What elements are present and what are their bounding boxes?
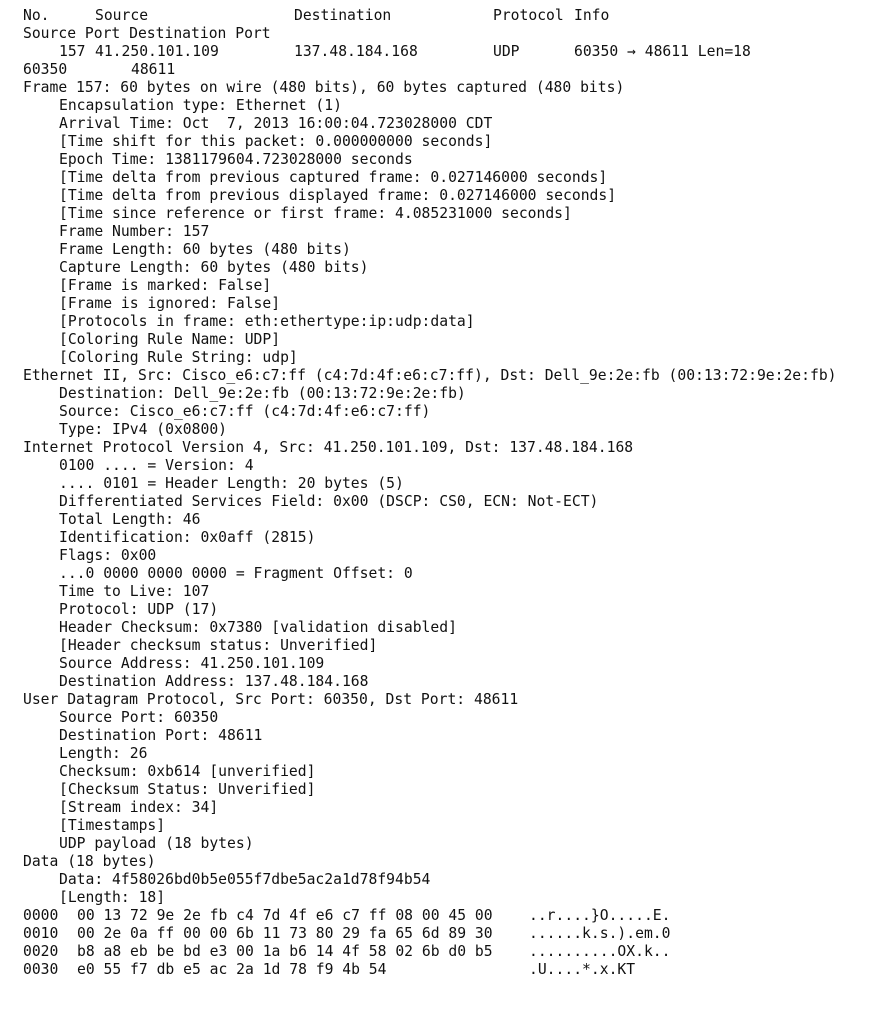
hex-offset: 0000	[23, 907, 59, 924]
tree-field[interactable]: [Timestamps]	[59, 817, 166, 834]
col-subheader: Source Port Destination Port	[23, 25, 271, 42]
tree-field[interactable]: Arrival Time: Oct 7, 2013 16:00:04.723028000 CDT	[59, 115, 493, 132]
tree-field[interactable]: Header Checksum: 0x7380 [validation disabled]	[59, 619, 457, 636]
tree-field[interactable]: Source: Cisco_e6:c7:ff (c4:7d:4f:e6:c7:ff)	[59, 403, 431, 420]
tree-field[interactable]: [Coloring Rule Name: UDP]	[59, 331, 281, 348]
hex-offset: 0020	[23, 943, 59, 960]
hex-bytes[interactable]: 00 13 72 9e 2e fb c4 7d 4f e6 c7 ff 08 00 45 00	[77, 907, 493, 924]
row-src-port: 60350	[23, 61, 68, 78]
tree-field[interactable]: Length: 26	[59, 745, 148, 762]
row-destination[interactable]: 137.48.184.168	[294, 43, 418, 60]
row-source[interactable]: 41.250.101.109	[95, 43, 219, 60]
tree-field[interactable]: [Protocols in frame: eth:ethertype:ip:udp:data]	[59, 313, 475, 330]
tree-field[interactable]: [Stream index: 34]	[59, 799, 219, 816]
tree-frame[interactable]: Frame 157: 60 bytes on wire (480 bits), 60 bytes captured (480 bits)	[23, 79, 625, 96]
tree-data[interactable]: Data (18 bytes)	[23, 853, 156, 870]
tree-field[interactable]: Capture Length: 60 bytes (480 bits)	[59, 259, 369, 276]
hex-ascii[interactable]: .U....*.x.KT	[529, 961, 636, 978]
tree-field[interactable]: ...0 0000 0000 0000 = Fragment Offset: 0	[59, 565, 413, 582]
tree-field[interactable]: Epoch Time: 1381179604.723028000 seconds	[59, 151, 413, 168]
tree-field[interactable]: Type: IPv4 (0x0800)	[59, 421, 228, 438]
tree-field[interactable]: UDP payload (18 bytes)	[59, 835, 254, 852]
col-header-no: No.	[23, 7, 50, 24]
tree-field[interactable]: Frame Number: 157	[59, 223, 210, 240]
tree-field[interactable]: [Time shift for this packet: 0.000000000 seconds]	[59, 133, 493, 150]
tree-field[interactable]: Flags: 0x00	[59, 547, 157, 564]
tree-field[interactable]: [Checksum Status: Unverified]	[59, 781, 316, 798]
tree-field[interactable]: Identification: 0x0aff (2815)	[59, 529, 316, 546]
tree-field[interactable]: [Time delta from previous displayed frame: 0.027146000 seconds]	[59, 187, 617, 204]
tree-field[interactable]: 0100 .... = Version: 4	[59, 457, 254, 474]
tree-field[interactable]: Destination: Dell_9e:2e:fb (00:13:72:9e:2e:fb)	[59, 385, 466, 402]
tree-field[interactable]: .... 0101 = Header Length: 20 bytes (5)	[59, 475, 404, 492]
tree-field[interactable]: [Header checksum status: Unverified]	[59, 637, 378, 654]
hex-bytes[interactable]: b8 a8 eb be bd e3 00 1a b6 14 4f 58 02 6b d0 b5	[77, 943, 493, 960]
tree-field[interactable]: [Frame is ignored: False]	[59, 295, 281, 312]
tree-field[interactable]: Checksum: 0xb614 [unverified]	[59, 763, 316, 780]
hex-bytes[interactable]: e0 55 f7 db e5 ac 2a 1d 78 f9 4b 54	[77, 961, 387, 978]
tree-field[interactable]: Protocol: UDP (17)	[59, 601, 219, 618]
tree-field[interactable]: [Time since reference or first frame: 4.085231000 seconds]	[59, 205, 572, 222]
hex-offset: 0010	[23, 925, 59, 942]
hex-bytes[interactable]: 00 2e 0a ff 00 00 6b 11 73 80 29 fa 65 6d 89 30	[77, 925, 493, 942]
tree-field[interactable]: Encapsulation type: Ethernet (1)	[59, 97, 342, 114]
hex-ascii[interactable]: ..r....}O.....E.	[529, 907, 671, 924]
tree-field[interactable]: Frame Length: 60 bytes (480 bits)	[59, 241, 351, 258]
tree-field[interactable]: [Coloring Rule String: udp]	[59, 349, 298, 366]
tree-field[interactable]: [Time delta from previous captured frame: 0.027146000 seconds]	[59, 169, 608, 186]
col-header-destination: Destination	[294, 7, 392, 24]
tree-field[interactable]: [Frame is marked: False]	[59, 277, 272, 294]
tree-field[interactable]: Source Address: 41.250.101.109	[59, 655, 325, 672]
tree-field[interactable]: Total Length: 46	[59, 511, 201, 528]
tree-field[interactable]: Destination Port: 48611	[59, 727, 263, 744]
tree-ethernet[interactable]: Ethernet II, Src: Cisco_e6:c7:ff (c4:7d:4f:e6:c7:ff), Dst: Dell_9e:2e:fb (00:13:72:9e:2e:fb)	[23, 367, 837, 384]
row-protocol[interactable]: UDP	[493, 43, 520, 60]
col-header-source: Source	[95, 7, 149, 24]
hex-ascii[interactable]: ......k.s.).em.0	[529, 925, 671, 942]
tree-field[interactable]: Time to Live: 107	[59, 583, 210, 600]
tree-field[interactable]: Differentiated Services Field: 0x00 (DSCP: CS0, ECN: Not-ECT)	[59, 493, 599, 510]
col-header-info: Info	[574, 7, 610, 24]
col-header-protocol: Protocol	[493, 7, 564, 24]
tree-field[interactable]: Destination Address: 137.48.184.168	[59, 673, 369, 690]
hex-ascii[interactable]: ..........OX.k..	[529, 943, 671, 960]
hex-offset: 0030	[23, 961, 59, 978]
row-info[interactable]: 60350 → 48611 Len=18	[574, 43, 751, 60]
tree-field[interactable]: Source Port: 60350	[59, 709, 219, 726]
row-no[interactable]: 157	[59, 43, 86, 60]
tree-ipv4[interactable]: Internet Protocol Version 4, Src: 41.250.101.109, Dst: 137.48.184.168	[23, 439, 634, 456]
tree-udp[interactable]: User Datagram Protocol, Src Port: 60350, Dst Port: 48611	[23, 691, 519, 708]
row-dst-port: 48611	[131, 61, 176, 78]
tree-field[interactable]: [Length: 18]	[59, 889, 166, 906]
tree-field[interactable]: Data: 4f58026bd0b5e055f7dbe5ac2a1d78f94b54	[59, 871, 431, 888]
